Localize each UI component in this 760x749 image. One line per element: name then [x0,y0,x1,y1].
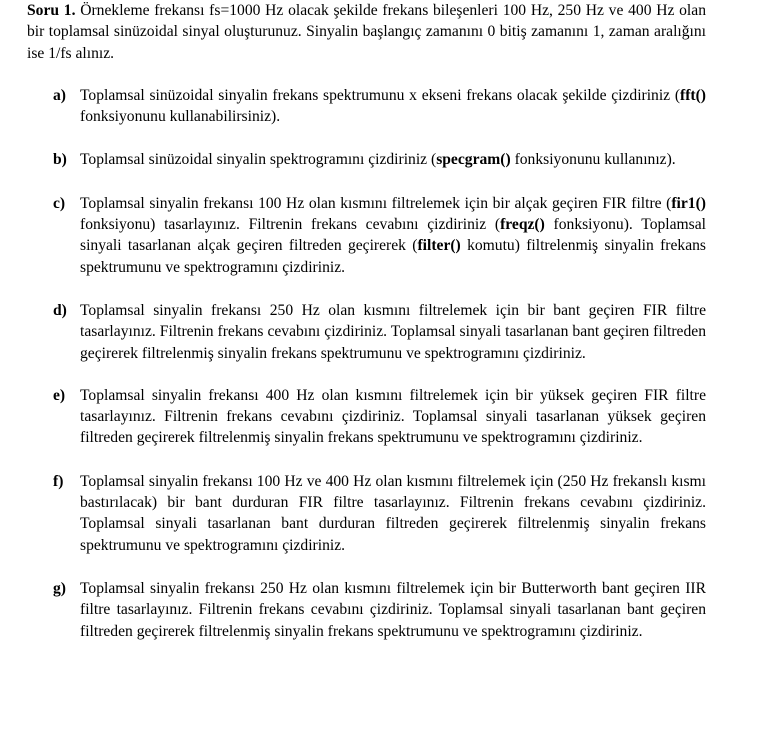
subquestion-f [27,471,706,556]
subquestion-b-text-1: Toplamsal sinüzoidal sinyalin spektrogramını çizdiriniz ( [80,151,437,169]
subquestion-d-text: Toplamsal sinyalin frekansı 250 Hz olan kısmını filtrelemek için bir bant geçiren FIR filtre tasarlayınız. Filtrenin frekans cevabını çizdiriniz. Toplamsal sinyali tasarlanan bant geçiren filtreden geçirerek filtrelenmiş sinyalin frekans spektrumunu ve spektrogramını çizdiriniz. [80,301,706,362]
subquestion-g-text: Toplamsal sinyalin frekansı 250 Hz olan kısmını filtrelemek için bir Butterworth bant geçiren IIR filtre tasarlayınız. Filtrenin frekans cevabını çizdiriniz. Toplamsal sinyali tasarlanan bant geçiren filtreden geçirerek filtrelenmiş sinyalin frekans spektrumunu ve spektrogramını çizdiriniz. [80,579,706,640]
subquestion-b-text-2: fonksiyonunu kullanınız). [510,151,676,169]
subquestion-list [27,85,706,642]
subquestion-a-text-1: Toplamsal sinüzoidal sinyalin frekans spektrumunu x ekseni frekans olacak şekilde çizdiriniz ( [80,86,681,104]
subquestion-b-code-specgram: specgram() [436,151,511,169]
subquestion-c-marker: c) [53,194,66,212]
subquestion-e-marker: e) [53,386,66,404]
subquestion-d [27,300,706,364]
subquestion-f-marker: f) [53,472,64,490]
subquestion-b-marker: b) [53,151,67,169]
subquestion-g [27,578,706,642]
question-label: Soru 1. [27,2,76,19]
subquestion-b [27,149,706,170]
question-text: Örnekleme frekansı fs=1000 Hz olacak şekilde frekans bileşenleri 100 Hz, 250 Hz ve 400 Hz olan bir toplamsal sinüzoidal sinyal oluşturunuz. Sinyalin başlangıç zamanını 0 bitiş zamanını 1, zaman aralığını ise 1/fs alınız. [27,2,706,62]
subquestion-a-marker: a) [53,86,66,104]
subquestion-c-code-fir1: fir1() [671,194,706,212]
subquestion-f-text: Toplamsal sinyalin frekansı 100 Hz ve 400 Hz olan kısmını filtrelemek için (250 Hz frekanslı kısmı bastırılacak) bir bant durduran FIR filtre tasarlayınız. Filtrenin frekans cevabını çizdiriniz. Toplamsal sinyali tasarlanan bant durduran filtreden geçirerek filtrelenmiş sinyalin frekans spektrumunu ve spektrogramını çizdiriniz. [80,472,706,554]
subquestion-c-code-filter: filter() [417,237,461,255]
subquestion-a-text-2: fonksiyonunu kullanabilirsiniz). [80,108,281,126]
subquestion-g-marker: g) [53,579,66,597]
subquestion-d-marker: d) [53,301,67,319]
subquestion-c [27,193,706,278]
question-intro [27,0,706,64]
subquestion-a-code-fft: fft() [680,86,706,104]
subquestion-c-text-3: fonksiyonu). Toplamsal sinyali tasarlanan alçak geçiren filtreden geçirerek ( [80,216,706,255]
subquestion-e [27,385,706,449]
subquestion-c-code-freqz: freqz() [500,216,545,234]
subquestion-c-text-2: fonksiyonu) tasarlayınız. Filtrenin frekans cevabını çizdiriniz ( [80,216,501,234]
subquestion-a [27,85,706,128]
subquestion-c-text-4: komutu) filtrelenmiş sinyalin frekans spektrumunu ve spektrogramını çizdiriniz. [80,237,707,276]
subquestion-e-text: Toplamsal sinyalin frekansı 400 Hz olan kısmını filtrelemek için bir yüksek geçiren FIR filtre tasarlayınız. Filtrenin frekans cevabını çizdiriniz. Toplamsal sinyali tasarlanan yüksek geçiren filtreden geçirerek filtrelenmiş sinyalin frekans spektrumunu ve spektrogramını çizdiriniz. [80,386,706,447]
subquestion-c-text-1: Toplamsal sinyalin frekansı 100 Hz olan kısmını filtrelemek için bir alçak geçiren FIR filtre ( [80,194,672,212]
